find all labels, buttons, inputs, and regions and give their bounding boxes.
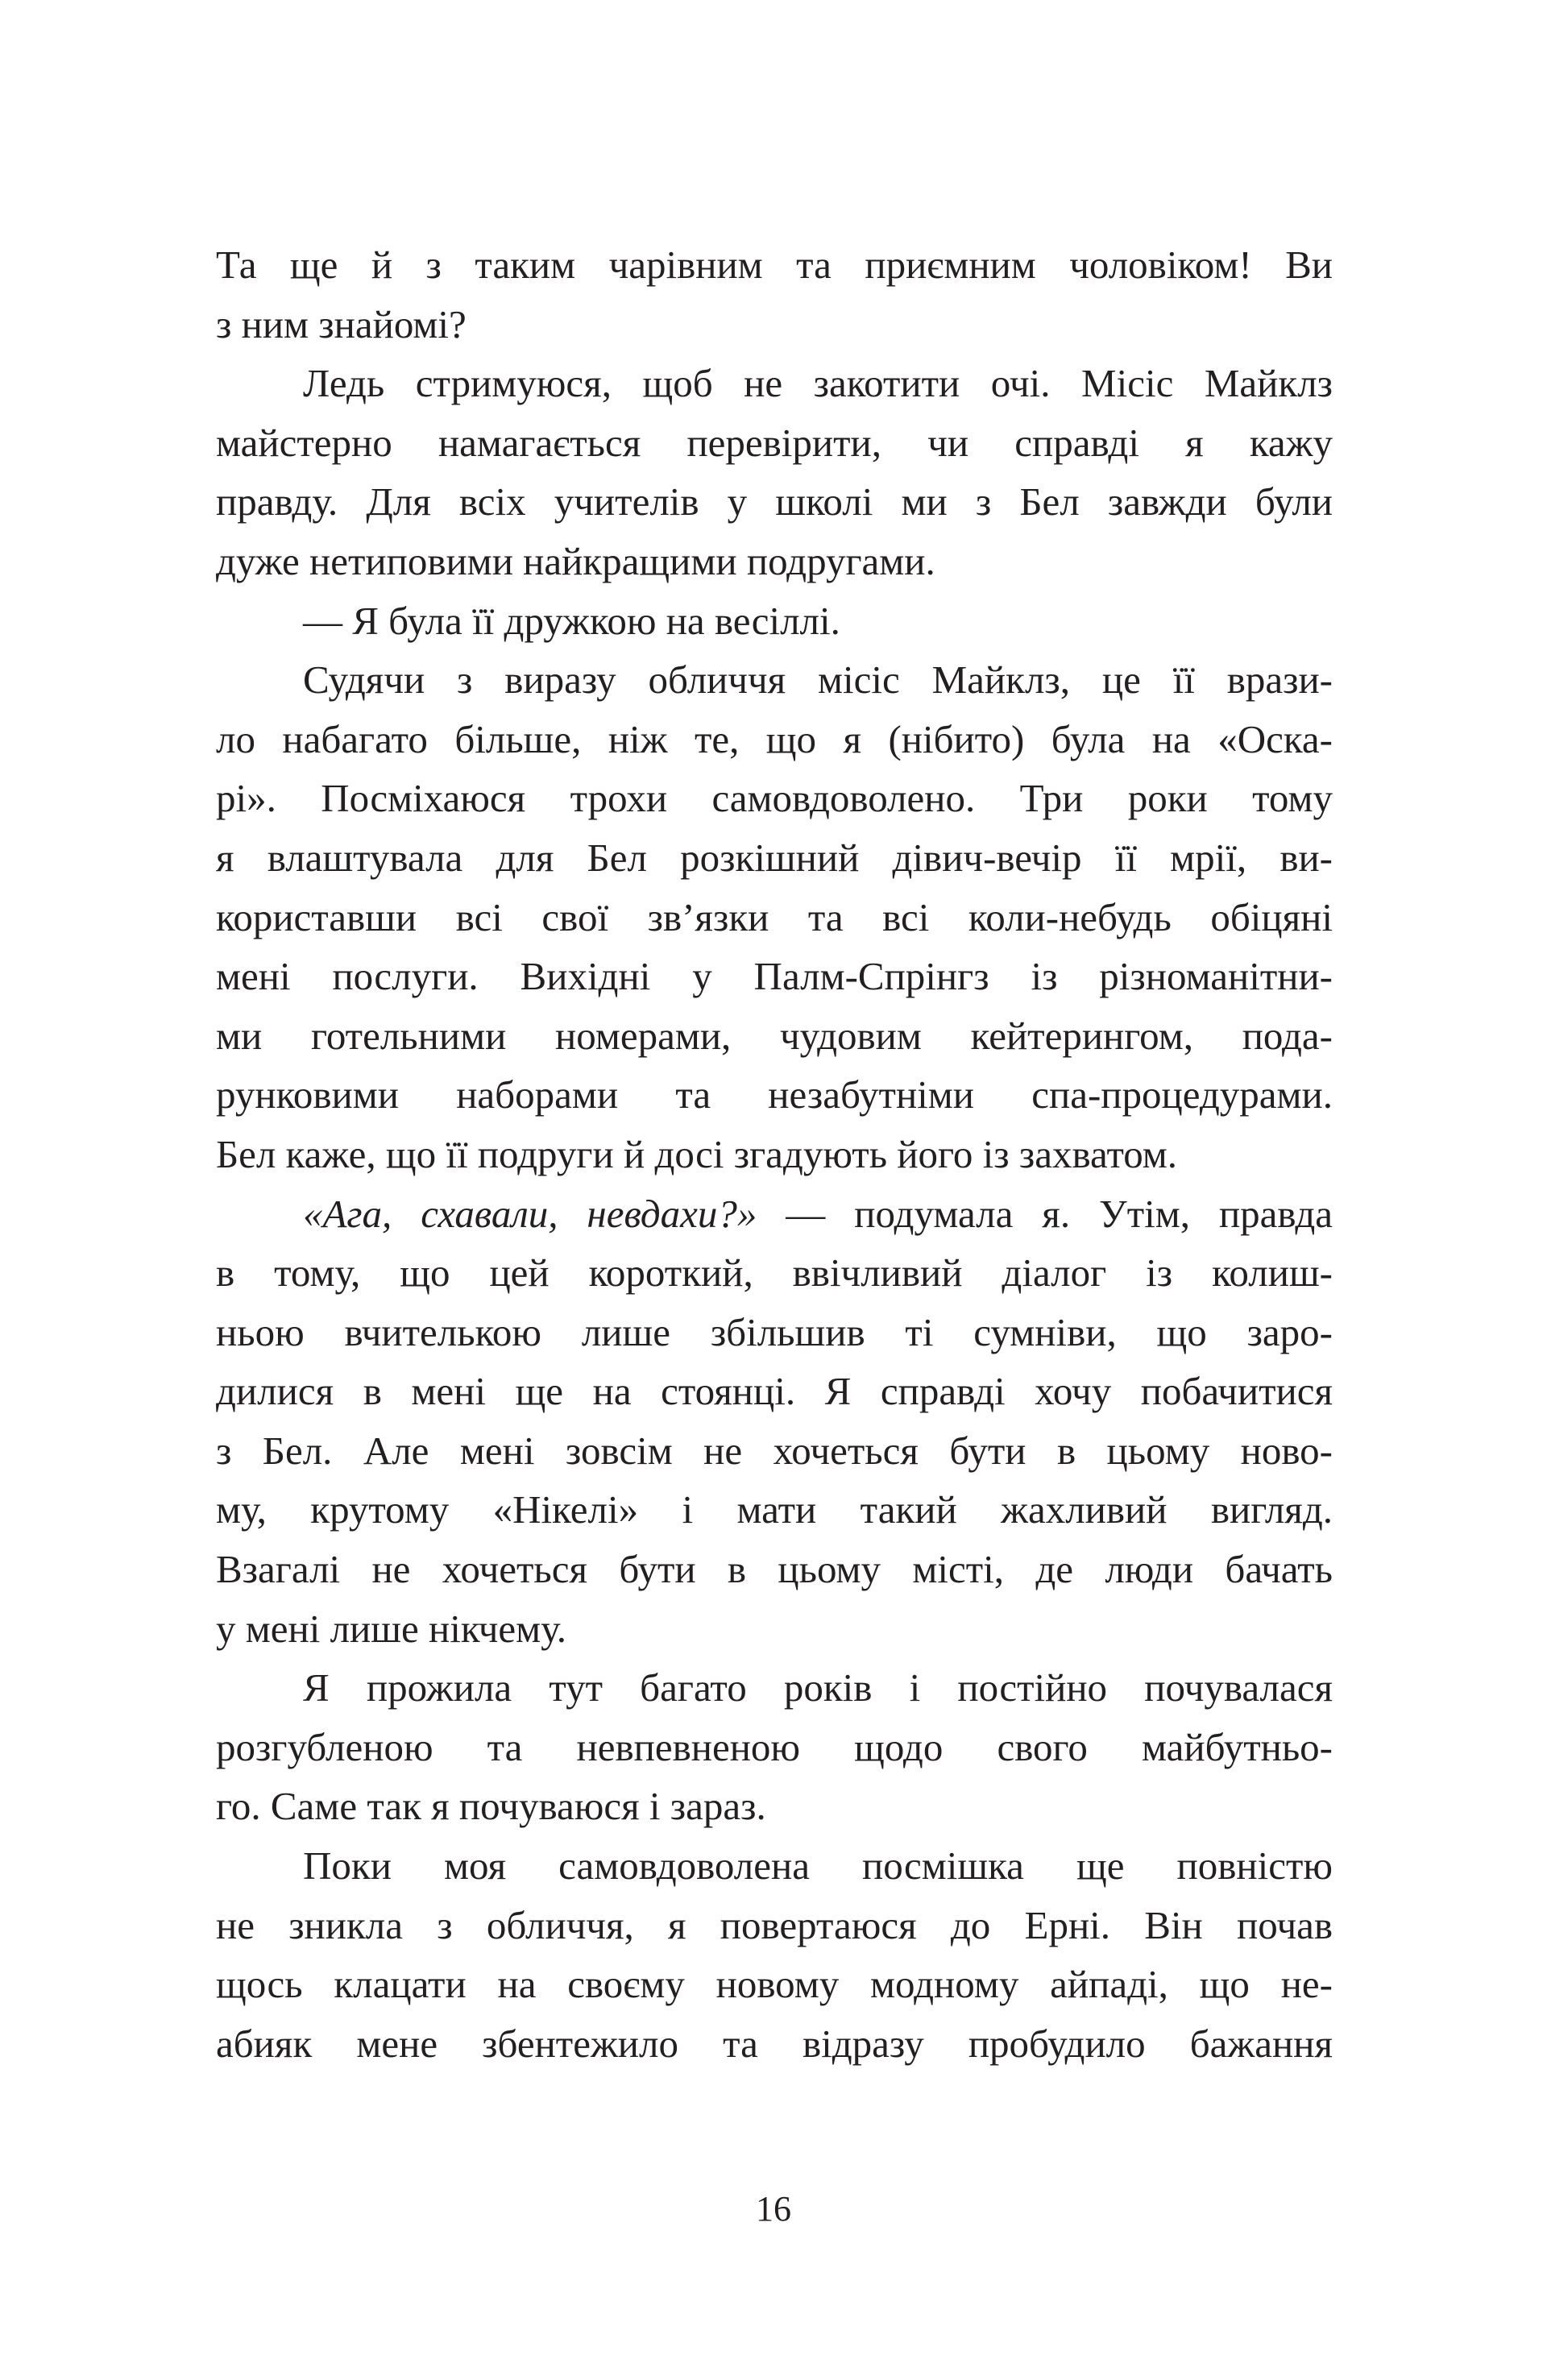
text-line: абияк мене збентежило та відразу пробудило бажання [216,2021,1333,2066]
page-body-text [216,235,1333,2073]
dialogue-line: — Я була її дружкою на весіллі. [303,598,840,643]
text-line: в тому, що цей короткий, ввічливий діалог із колиш- [216,1250,1333,1296]
text-line: користавши всі свої зв’язки та всі коли-небудь обіцяні [216,894,1333,939]
text-line: у мені лише нікчему. [216,1606,566,1651]
text-line: Поки моя самовдоволена посмішка ще повністю [303,1843,1333,1889]
text-line: рунковими наборами та незабутніми спа-процедурами. [216,1072,1333,1117]
text-line: з ним знайомі? [216,301,467,346]
text-line: ми готельними номерами, чудовим кейтерингом, пода- [216,1013,1333,1058]
text-line: з Бел. Але мені зовсім не хочеться бути в цьому ново- [216,1428,1333,1473]
text-line: ло набагато більше, ніж те, що я (нібито) була на «Оска- [216,716,1333,761]
text-segment: — подумала я. Утім, правда [757,1191,1333,1236]
text-line: я влаштувала для Бел розкішний дівич-вечір її мрії, ви- [216,835,1333,880]
text-line: дуже нетиповими найкращими подругами. [216,538,935,583]
text-line: го. Саме так я почуваюся і зараз. [216,1784,766,1829]
text-line: щось клацати на своєму новому модному айпаді, що не- [216,1962,1333,2007]
text-line: розгубленою та невпевненою щодо свого майбутньо- [216,1724,1333,1769]
text-line: правду. Для всіх учителів у школі ми з Бел завжди були [216,479,1333,525]
text-line: Взагалі не хочеться бути в цьому місті, де люди бачать [216,1547,1333,1592]
text-line: ньою вчителькою лише збільшив ті сумніви, що заро- [216,1309,1333,1354]
text-line: рі». Посміхаюся трохи самовдоволено. Три роки тому [216,776,1333,821]
italic-thought: «Ага, схавали, невдахи?» [303,1191,757,1236]
text-line: дилися в мені ще на стоянці. Я справді хочу побачитися [216,1369,1333,1414]
text-line: Судячи з виразу обличчя місіс Майклз, це її врази- [303,657,1333,703]
page-number: 16 [756,2189,791,2229]
text-line: мені послуги. Вихідні у Палм-Спрінгз із різноманітни- [216,954,1333,999]
text-line: майстерно намагається перевірити, чи справді я кажу [216,420,1333,465]
text-line: не зникла з обличчя, я повертаюся до Ерні. Він почав [216,1902,1333,1947]
text-line: Я прожила тут багато років і постійно почувалася [303,1665,1333,1710]
text-line: Бел каже, що її подруги й досі згадують його із захватом. [216,1131,1178,1176]
text-line: Ледь стримуюся, щоб не закотити очі. Місіс Майклз [303,361,1333,406]
text-line [216,1184,1333,1244]
text-line: му, крутому «Нікелі» і мати такий жахливий вигляд. [216,1487,1333,1532]
text-line: Та ще й з таким чарівним та приємним чоловіком! Ви [216,243,1333,287]
